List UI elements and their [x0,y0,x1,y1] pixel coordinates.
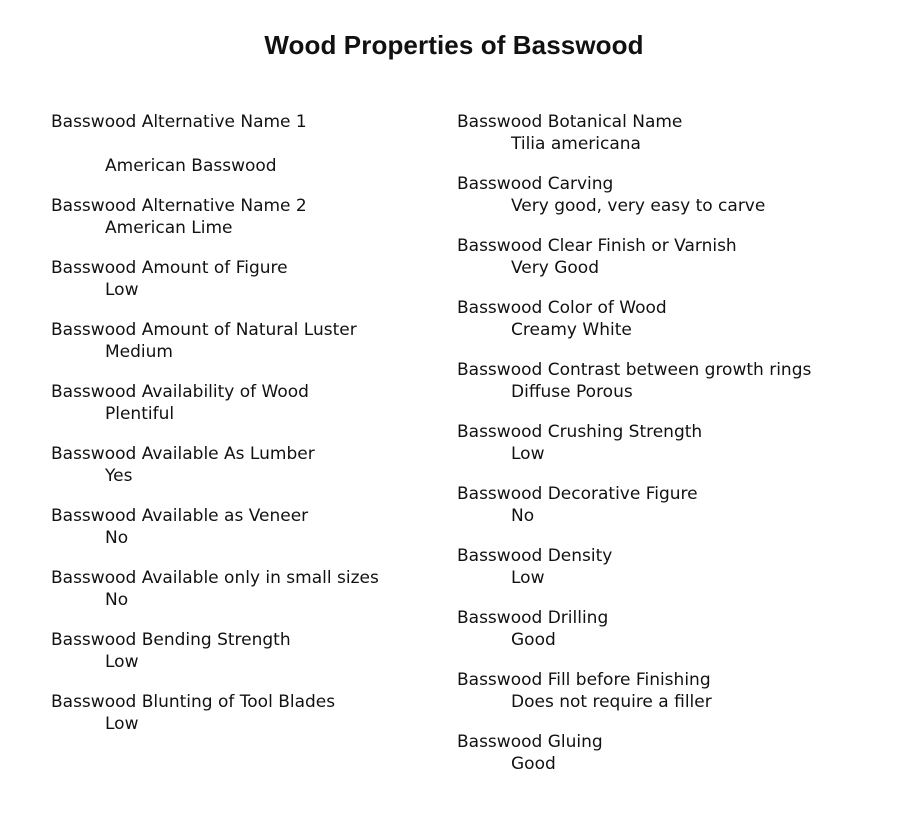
property-label: Basswood Gluing [457,732,603,752]
property-value: Plentiful [105,404,175,424]
property-item [51,111,379,195]
property-label: Basswood Amount of Figure [51,258,288,278]
property-value: Good [511,630,556,650]
property-item [457,669,811,731]
property-label: Basswood Crushing Strength [457,422,703,442]
property-value: Tilia americana [511,134,641,154]
property-label: Basswood Carving [457,174,614,194]
property-value: No [105,590,129,610]
property-item [51,567,379,629]
property-label: Basswood Alternative Name 1 [51,112,307,132]
property-value: Good [511,754,556,774]
property-item [51,381,379,443]
property-value: Creamy White [511,320,632,340]
property-label: Basswood Color of Wood [457,298,667,318]
property-item [457,483,811,545]
property-item [51,505,379,567]
property-item [457,173,811,235]
property-label: Basswood Available As Lumber [51,444,315,464]
property-label: Basswood Amount of Natural Luster [51,320,357,340]
property-value: Medium [105,342,173,362]
property-label: Basswood Density [457,546,613,566]
property-value: Yes [105,466,133,486]
property-value: Low [511,444,545,464]
property-label: Basswood Decorative Figure [457,484,698,504]
property-item [51,257,379,319]
property-label: Basswood Clear Finish or Varnish [457,236,737,256]
property-label: Basswood Availability of Wood [51,382,309,402]
property-label: Basswood Alternative Name 2 [51,196,307,216]
property-label: Basswood Blunting of Tool Blades [51,692,336,712]
property-item [51,443,379,505]
property-value: American Lime [105,218,233,238]
property-item [457,297,811,359]
left-property-column [51,111,379,753]
page-title: Wood Properties of Basswood [264,30,644,60]
property-value: American Basswood [105,156,277,176]
property-item [457,235,811,297]
property-label: Basswood Botanical Name [457,112,683,132]
property-item [457,421,811,483]
property-item [51,319,379,381]
property-value: No [511,506,535,526]
property-value: Does not require a filler [511,692,712,712]
property-label: Basswood Available as Veneer [51,506,309,526]
property-value: Very Good [511,258,599,278]
property-label: Basswood Available only in small sizes [51,568,379,588]
property-item [457,545,811,607]
property-value: Low [105,280,139,300]
property-value: Low [105,652,139,672]
property-label: Basswood Bending Strength [51,630,291,650]
property-value: Low [511,568,545,588]
property-value: No [105,528,129,548]
property-value: Very good, very easy to carve [511,196,766,216]
property-item [51,691,379,753]
right-property-column [457,111,811,793]
property-item [457,111,811,173]
property-value: Low [105,714,139,734]
property-label: Basswood Drilling [457,608,609,628]
property-item [51,629,379,691]
property-item [51,195,379,257]
property-value: Diffuse Porous [511,382,633,402]
property-label: Basswood Contrast between growth rings [457,360,812,380]
property-label: Basswood Fill before Finishing [457,670,711,690]
property-item [457,731,811,793]
property-item [457,607,811,669]
property-item [457,359,811,421]
